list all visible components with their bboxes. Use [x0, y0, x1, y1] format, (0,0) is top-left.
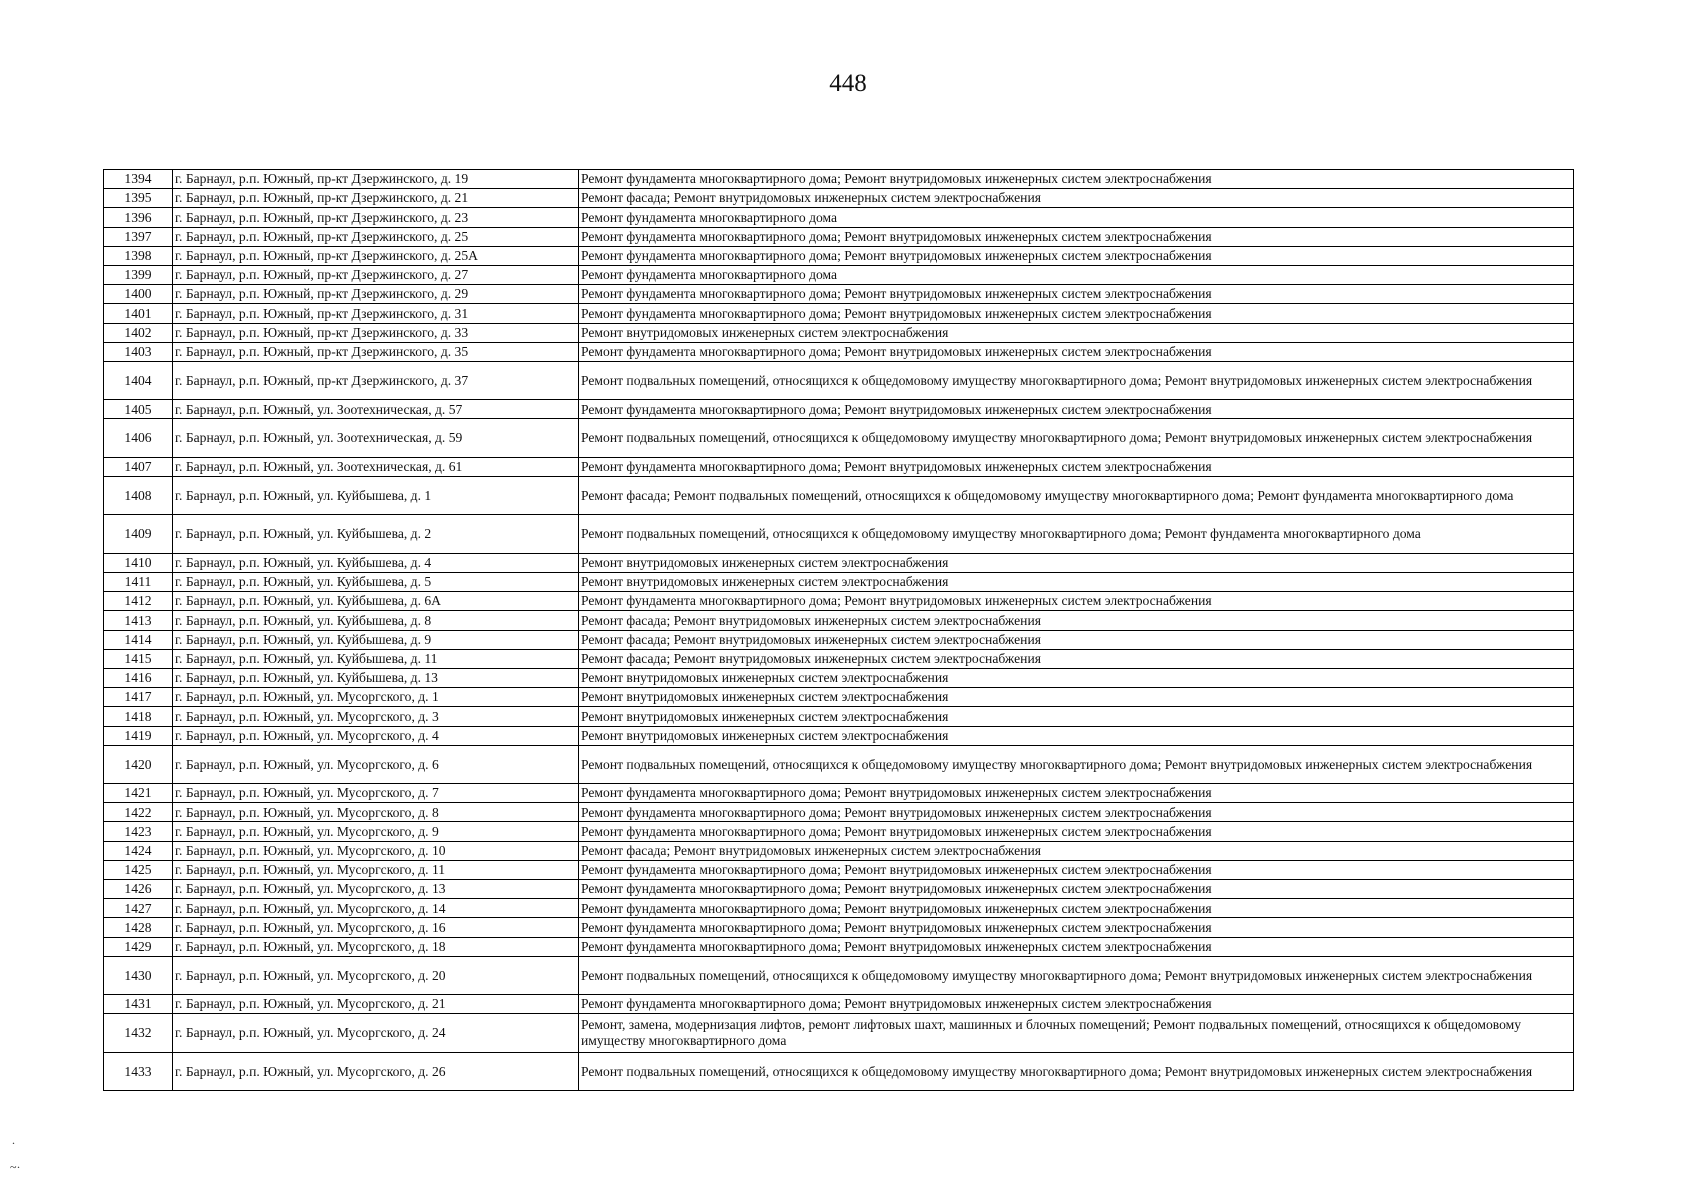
works-cell: Ремонт фундамента многоквартирного дома; Ремонт внутридомовых инженерных систем электроснабжения — [579, 822, 1574, 841]
works-cell: Ремонт фасада; Ремонт внутридомовых инженерных систем электроснабжения — [579, 189, 1574, 208]
table-row — [104, 419, 1574, 457]
row-number-cell: 1396 — [104, 208, 173, 227]
works-cell: Ремонт фундамента многоквартирного дома; Ремонт внутридомовых инженерных систем электроснабжения — [579, 304, 1574, 323]
row-number-cell: 1429 — [104, 937, 173, 956]
table-row — [104, 995, 1574, 1014]
row-number-cell: 1417 — [104, 688, 173, 707]
row-number-cell: 1420 — [104, 745, 173, 783]
address-cell: г. Барнаул, р.п. Южный, ул. Куйбышева, д. 13 — [173, 668, 579, 687]
row-number-cell: 1418 — [104, 707, 173, 726]
row-number-cell: 1415 — [104, 649, 173, 668]
works-cell: Ремонт фундамента многоквартирного дома; Ремонт внутридомовых инженерных систем электроснабжения — [579, 918, 1574, 937]
table-row — [104, 1014, 1574, 1052]
page-number: 448 — [829, 70, 867, 97]
table-row — [104, 611, 1574, 630]
address-cell: г. Барнаул, р.п. Южный, ул. Мусоргского, д. 11 — [173, 860, 579, 879]
table-row — [104, 400, 1574, 419]
table-row — [104, 246, 1574, 265]
works-cell: Ремонт фундамента многоквартирного дома; Ремонт внутридомовых инженерных систем электроснабжения — [579, 784, 1574, 803]
address-cell: г. Барнаул, р.п. Южный, ул. Зоотехническая, д. 57 — [173, 400, 579, 419]
scan-artifact: ~· — [10, 1160, 21, 1174]
row-number-cell: 1404 — [104, 361, 173, 399]
works-cell: Ремонт фундамента многоквартирного дома — [579, 265, 1574, 284]
registry-sheet — [103, 169, 1574, 1091]
works-cell: Ремонт внутридомовых инженерных систем электроснабжения — [579, 707, 1574, 726]
works-cell: Ремонт фундамента многоквартирного дома; Ремонт внутридомовых инженерных систем электроснабжения — [579, 592, 1574, 611]
address-cell: г. Барнаул, р.п. Южный, ул. Мусоргского, д. 8 — [173, 803, 579, 822]
row-number-cell: 1433 — [104, 1052, 173, 1090]
table-row — [104, 899, 1574, 918]
table-row — [104, 592, 1574, 611]
works-cell: Ремонт фасада; Ремонт внутридомовых инженерных систем электроснабжения — [579, 649, 1574, 668]
table-row — [104, 477, 1574, 515]
row-number-cell: 1409 — [104, 515, 173, 553]
address-cell: г. Барнаул, р.п. Южный, ул. Куйбышева, д. 8 — [173, 611, 579, 630]
registry-table — [103, 169, 1574, 1091]
address-cell: г. Барнаул, р.п. Южный, ул. Мусоргского, д. 9 — [173, 822, 579, 841]
works-cell: Ремонт фундамента многоквартирного дома; Ремонт внутридомовых инженерных систем электроснабжения — [579, 400, 1574, 419]
address-cell: г. Барнаул, р.п. Южный, ул. Мусоргского, д. 21 — [173, 995, 579, 1014]
works-cell: Ремонт фундамента многоквартирного дома; Ремонт внутридомовых инженерных систем электроснабжения — [579, 803, 1574, 822]
address-cell: г. Барнаул, р.п. Южный, пр-кт Дзержинского, д. 27 — [173, 265, 579, 284]
scan-artifact: . — [12, 1133, 15, 1147]
table-row — [104, 668, 1574, 687]
table-row — [104, 649, 1574, 668]
row-number-cell: 1425 — [104, 860, 173, 879]
address-cell: г. Барнаул, р.п. Южный, ул. Мусоргского, д. 3 — [173, 707, 579, 726]
row-number-cell: 1398 — [104, 246, 173, 265]
row-number-cell: 1416 — [104, 668, 173, 687]
row-number-cell: 1407 — [104, 457, 173, 476]
registry-table-body — [104, 170, 1574, 1091]
row-number-cell: 1403 — [104, 342, 173, 361]
address-cell: г. Барнаул, р.п. Южный, ул. Куйбышева, д. 6А — [173, 592, 579, 611]
works-cell: Ремонт фундамента многоквартирного дома; Ремонт внутридомовых инженерных систем электроснабжения — [579, 246, 1574, 265]
table-row — [104, 285, 1574, 304]
table-row — [104, 707, 1574, 726]
address-cell: г. Барнаул, р.п. Южный, ул. Мусоргского, д. 26 — [173, 1052, 579, 1090]
works-cell: Ремонт фундамента многоквартирного дома; Ремонт внутридомовых инженерных систем электроснабжения — [579, 457, 1574, 476]
row-number-cell: 1394 — [104, 170, 173, 189]
address-cell: г. Барнаул, р.п. Южный, ул. Куйбышева, д. 1 — [173, 477, 579, 515]
table-row — [104, 841, 1574, 860]
row-number-cell: 1430 — [104, 956, 173, 994]
row-number-cell: 1423 — [104, 822, 173, 841]
address-cell: г. Барнаул, р.п. Южный, ул. Мусоргского, д. 1 — [173, 688, 579, 707]
table-row — [104, 304, 1574, 323]
works-cell: Ремонт внутридомовых инженерных систем электроснабжения — [579, 553, 1574, 572]
table-row — [104, 342, 1574, 361]
works-cell: Ремонт внутридомовых инженерных систем электроснабжения — [579, 573, 1574, 592]
works-cell: Ремонт фундамента многоквартирного дома; Ремонт внутридомовых инженерных систем электроснабжения — [579, 170, 1574, 189]
row-number-cell: 1431 — [104, 995, 173, 1014]
row-number-cell: 1412 — [104, 592, 173, 611]
works-cell: Ремонт фундамента многоквартирного дома; Ремонт внутридомовых инженерных систем электроснабжения — [579, 342, 1574, 361]
address-cell: г. Барнаул, р.п. Южный, ул. Мусоргского, д. 16 — [173, 918, 579, 937]
table-row — [104, 189, 1574, 208]
works-cell: Ремонт фундамента многоквартирного дома; Ремонт внутридомовых инженерных систем электроснабжения — [579, 227, 1574, 246]
works-cell: Ремонт фундамента многоквартирного дома; Ремонт внутридомовых инженерных систем электроснабжения — [579, 285, 1574, 304]
works-cell: Ремонт подвальных помещений, относящихся к общедомовому имуществу многоквартирного дома; Ремонт внутридомовых инженерных систем электроснабжения — [579, 745, 1574, 783]
address-cell: г. Барнаул, р.п. Южный, пр-кт Дзержинского, д. 25А — [173, 246, 579, 265]
row-number-cell: 1424 — [104, 841, 173, 860]
address-cell: г. Барнаул, р.п. Южный, ул. Зоотехническая, д. 61 — [173, 457, 579, 476]
address-cell: г. Барнаул, р.п. Южный, ул. Мусоргского, д. 24 — [173, 1014, 579, 1052]
row-number-cell: 1421 — [104, 784, 173, 803]
works-cell: Ремонт фундамента многоквартирного дома; Ремонт внутридомовых инженерных систем электроснабжения — [579, 995, 1574, 1014]
works-cell: Ремонт подвальных помещений, относящихся к общедомовому имуществу многоквартирного дома; Ремонт внутридомовых инженерных систем электроснабжения — [579, 1052, 1574, 1090]
address-cell: г. Барнаул, р.п. Южный, пр-кт Дзержинского, д. 23 — [173, 208, 579, 227]
works-cell: Ремонт фундамента многоквартирного дома; Ремонт внутридомовых инженерных систем электроснабжения — [579, 860, 1574, 879]
address-cell: г. Барнаул, р.п. Южный, ул. Зоотехническая, д. 59 — [173, 419, 579, 457]
address-cell: г. Барнаул, р.п. Южный, ул. Мусоргского, д. 7 — [173, 784, 579, 803]
table-row — [104, 688, 1574, 707]
address-cell: г. Барнаул, р.п. Южный, пр-кт Дзержинского, д. 25 — [173, 227, 579, 246]
address-cell: г. Барнаул, р.п. Южный, пр-кт Дзержинского, д. 19 — [173, 170, 579, 189]
address-cell: г. Барнаул, р.п. Южный, ул. Куйбышева, д. 9 — [173, 630, 579, 649]
table-row — [104, 937, 1574, 956]
row-number-cell: 1397 — [104, 227, 173, 246]
works-cell: Ремонт фундамента многоквартирного дома; Ремонт внутридомовых инженерных систем электроснабжения — [579, 899, 1574, 918]
table-row — [104, 860, 1574, 879]
address-cell: г. Барнаул, р.п. Южный, ул. Мусоргского, д. 6 — [173, 745, 579, 783]
row-number-cell: 1401 — [104, 304, 173, 323]
table-row — [104, 803, 1574, 822]
table-row — [104, 361, 1574, 399]
table-row — [104, 745, 1574, 783]
address-cell: г. Барнаул, р.п. Южный, ул. Мусоргского, д. 10 — [173, 841, 579, 860]
works-cell: Ремонт подвальных помещений, относящихся к общедомовому имуществу многоквартирного дома; Ремонт внутридомовых инженерных систем электроснабжения — [579, 956, 1574, 994]
row-number-cell: 1410 — [104, 553, 173, 572]
works-cell: Ремонт внутридомовых инженерных систем электроснабжения — [579, 668, 1574, 687]
row-number-cell: 1413 — [104, 611, 173, 630]
row-number-cell: 1428 — [104, 918, 173, 937]
table-row — [104, 630, 1574, 649]
row-number-cell: 1405 — [104, 400, 173, 419]
works-cell: Ремонт внутридомовых инженерных систем электроснабжения — [579, 688, 1574, 707]
address-cell: г. Барнаул, р.п. Южный, ул. Мусоргского, д. 4 — [173, 726, 579, 745]
works-cell: Ремонт внутридомовых инженерных систем электроснабжения — [579, 726, 1574, 745]
works-cell: Ремонт фасада; Ремонт подвальных помещений, относящихся к общедомовому имуществу многоквартирного дома; Ремонт фундамента многоквартирного дома — [579, 477, 1574, 515]
address-cell: г. Барнаул, р.п. Южный, ул. Мусоргского, д. 14 — [173, 899, 579, 918]
address-cell: г. Барнаул, р.п. Южный, ул. Мусоргского, д. 18 — [173, 937, 579, 956]
row-number-cell: 1406 — [104, 419, 173, 457]
table-row — [104, 170, 1574, 189]
row-number-cell: 1427 — [104, 899, 173, 918]
table-row — [104, 323, 1574, 342]
address-cell: г. Барнаул, р.п. Южный, пр-кт Дзержинского, д. 35 — [173, 342, 579, 361]
row-number-cell: 1426 — [104, 880, 173, 899]
row-number-cell: 1432 — [104, 1014, 173, 1052]
table-row — [104, 822, 1574, 841]
row-number-cell: 1408 — [104, 477, 173, 515]
table-row — [104, 573, 1574, 592]
address-cell: г. Барнаул, р.п. Южный, пр-кт Дзержинского, д. 21 — [173, 189, 579, 208]
table-row — [104, 553, 1574, 572]
address-cell: г. Барнаул, р.п. Южный, ул. Мусоргского, д. 13 — [173, 880, 579, 899]
table-row — [104, 227, 1574, 246]
table-row — [104, 515, 1574, 553]
address-cell: г. Барнаул, р.п. Южный, ул. Куйбышева, д. 4 — [173, 553, 579, 572]
works-cell: Ремонт фасада; Ремонт внутридомовых инженерных систем электроснабжения — [579, 841, 1574, 860]
row-number-cell: 1395 — [104, 189, 173, 208]
address-cell: г. Барнаул, р.п. Южный, ул. Куйбышева, д. 11 — [173, 649, 579, 668]
works-cell: Ремонт подвальных помещений, относящихся к общедомовому имуществу многоквартирного дома; Ремонт внутридомовых инженерных систем электроснабжения — [579, 361, 1574, 399]
works-cell: Ремонт фасада; Ремонт внутридомовых инженерных систем электроснабжения — [579, 611, 1574, 630]
table-row — [104, 265, 1574, 284]
table-row — [104, 726, 1574, 745]
address-cell: г. Барнаул, р.п. Южный, пр-кт Дзержинского, д. 37 — [173, 361, 579, 399]
row-number-cell: 1414 — [104, 630, 173, 649]
row-number-cell: 1419 — [104, 726, 173, 745]
row-number-cell: 1399 — [104, 265, 173, 284]
row-number-cell: 1400 — [104, 285, 173, 304]
table-row — [104, 956, 1574, 994]
row-number-cell: 1422 — [104, 803, 173, 822]
works-cell: Ремонт фасада; Ремонт внутридомовых инженерных систем электроснабжения — [579, 630, 1574, 649]
address-cell: г. Барнаул, р.п. Южный, ул. Мусоргского, д. 20 — [173, 956, 579, 994]
row-number-cell: 1411 — [104, 573, 173, 592]
table-row — [104, 880, 1574, 899]
table-row — [104, 1052, 1574, 1090]
address-cell: г. Барнаул, р.п. Южный, пр-кт Дзержинского, д. 33 — [173, 323, 579, 342]
address-cell: г. Барнаул, р.п. Южный, ул. Куйбышева, д. 2 — [173, 515, 579, 553]
works-cell: Ремонт фундамента многоквартирного дома; Ремонт внутридомовых инженерных систем электроснабжения — [579, 880, 1574, 899]
row-number-cell: 1402 — [104, 323, 173, 342]
table-row — [104, 784, 1574, 803]
works-cell: Ремонт подвальных помещений, относящихся к общедомовому имуществу многоквартирного дома; Ремонт внутридомовых инженерных систем электроснабжения — [579, 419, 1574, 457]
table-row — [104, 457, 1574, 476]
table-row — [104, 918, 1574, 937]
works-cell: Ремонт внутридомовых инженерных систем электроснабжения — [579, 323, 1574, 342]
works-cell: Ремонт фундамента многоквартирного дома — [579, 208, 1574, 227]
address-cell: г. Барнаул, р.п. Южный, ул. Куйбышева, д. 5 — [173, 573, 579, 592]
works-cell: Ремонт фундамента многоквартирного дома; Ремонт внутридомовых инженерных систем электроснабжения — [579, 937, 1574, 956]
table-row — [104, 208, 1574, 227]
works-cell: Ремонт подвальных помещений, относящихся к общедомовому имуществу многоквартирного дома; Ремонт фундамента многоквартирного дома — [579, 515, 1574, 553]
address-cell: г. Барнаул, р.п. Южный, пр-кт Дзержинского, д. 31 — [173, 304, 579, 323]
address-cell: г. Барнаул, р.п. Южный, пр-кт Дзержинского, д. 29 — [173, 285, 579, 304]
works-cell: Ремонт, замена, модернизация лифтов, ремонт лифтовых шахт, машинных и блочных помещений; Ремонт подвальных помещений, относящихся к общедомовому имуществу многоквартирного дома — [579, 1014, 1574, 1052]
